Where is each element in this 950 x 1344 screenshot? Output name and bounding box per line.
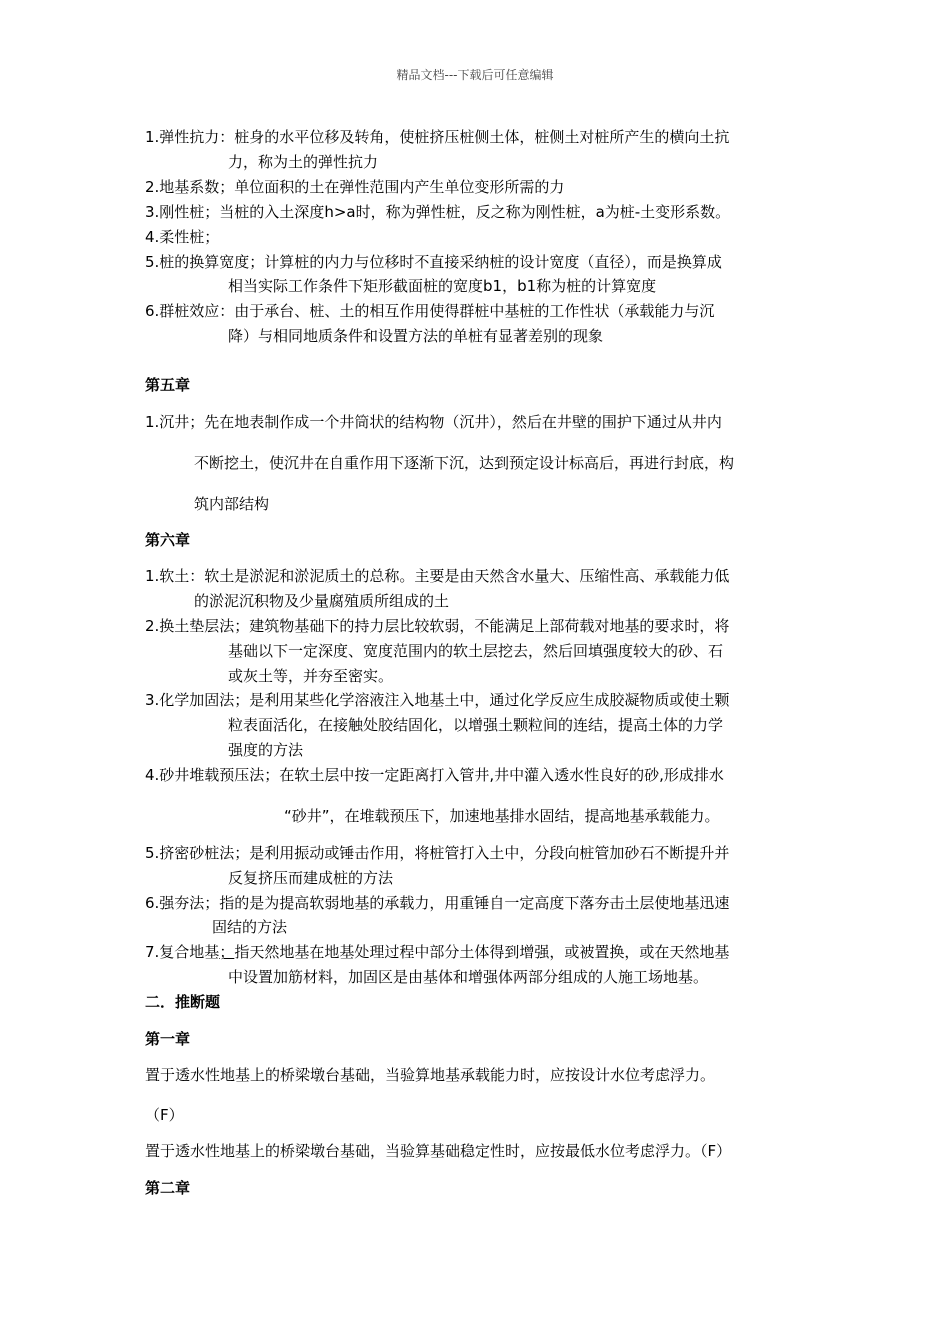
definition-line: 1.沉井；先在地表制作成一个井筒状的结构物（沉井），然后在井壁的围护下通过从井内 [145, 413, 722, 431]
definition-line: 2.地基系数；单位面积的土在弹性范围内产生单位变形所需的力 [145, 178, 565, 196]
chapter-heading: 第二章 [145, 1179, 191, 1197]
definition-line [145, 942, 729, 962]
definition-line: 降）与相同地质条件和设置方法的单桩有显著差别的现象 [228, 327, 604, 345]
term-separator: ； [219, 943, 235, 961]
definition-text: 指天然地基在地基处理过程中部分土体得到增强，或被置换，或在天然地基 [234, 943, 730, 961]
chapter-heading: 第五章 [145, 376, 191, 394]
definition-line: 6.强夯法；指的是为提高软弱地基的承载力，用重锤自一定高度下落夯击土层使地基迅速 [145, 894, 730, 912]
definition-line: 1.弹性抗力：桩身的水平位移及转角，使桩挤压桩侧土体，桩侧土对桩所产生的横向土抗 [145, 128, 730, 146]
definition-line: 反复挤压而建成桩的方法 [228, 869, 394, 887]
definition-line: 5.桩的换算宽度；计算桩的内力与位移时不直接采纳桩的设计宽度（直径），而是换算成 [145, 253, 722, 271]
definition-line: 固结的方法 [212, 918, 288, 936]
definition-line: 或灰土等，并夯至密实。 [228, 667, 394, 685]
definition-line: 1.软土：软土是淤泥和淤泥质土的总称。主要是由天然含水量大、压缩性高、承载能力低 [145, 567, 730, 585]
definition-line: 筑内部结构 [194, 495, 270, 513]
definition-line: 2.换土垫层法；建筑物基础下的持力层比较软弱，不能满足上部荷载对地基的要求时，将 [145, 617, 730, 635]
definition-line: 5.挤密砂桩法；是利用振动或锤击作用，将桩管打入土中，分段向桩管加砂石不断提升并 [145, 844, 730, 862]
page-header: 精品文档---下载后可任意编辑 [396, 68, 554, 82]
judgment-answer: （F） [145, 1106, 184, 1124]
judgment-item: 置于透水性地基上的桥梁墩台基础，当验算地基承载能力时，应按设计水位考虑浮力。 [145, 1066, 716, 1084]
definition-line: 强度的方法 [228, 741, 304, 759]
definition-line: 3.化学加固法；是利用某些化学溶液注入地基土中，通过化学反应生成胶凝物质或使土颗 [145, 691, 730, 709]
definition-line: 基础以下一定深度、宽度范围内的软土层挖去，然后回填强度较大的砂、石 [228, 642, 724, 660]
definition-line: 的淤泥沉积物及少量腐殖质所组成的土 [194, 592, 450, 610]
definition-line: 不断挖土，使沉井在自重作用下逐渐下沉，达到预定设计标高后，再进行封底，构 [194, 454, 735, 472]
definition-line: 4.柔性桩； [145, 228, 220, 246]
term: 7.复合地基 [145, 943, 220, 961]
chapter-heading: 第一章 [145, 1030, 191, 1048]
section-heading: 二．推断题 [145, 993, 221, 1011]
judgment-item: 置于透水性地基上的桥梁墩台基础，当验算基础稳定性时，应按最低水位考虑浮力。（F） [145, 1142, 732, 1160]
definition-line: 力，称为土的弹性抗力 [228, 153, 379, 171]
definition-line: 粒表面活化，在接触处胶结固化，以增强土颗粒间的连结，提高土体的力学 [228, 716, 724, 734]
definition-line: 中设置加筋材料，加固区是由基体和增强体两部分组成的人施工场地基。 [228, 968, 709, 986]
definition-line: 3.刚性桩；当桩的入土深度h>a时，称为弹性桩，反之称为刚性桩，a为桩-土变形系数。 [145, 203, 731, 221]
chapter-heading: 第六章 [145, 531, 191, 549]
definition-line: 4.砂井堆载预压法；在软土层中按一定距离打入管井,井中灌入透水性良好的砂,形成排水 [145, 766, 724, 784]
definition-line: 相当实际工作条件下矩形截面桩的宽度b1，b1称为桩的计算宽度 [228, 277, 657, 295]
definition-line: “砂井”，在堆载预压下，加速地基排水固结，提高地基承载能力。 [284, 807, 720, 825]
definition-line: 6.群桩效应：由于承台、桩、土的相互作用使得群桩中基桩的工作性状（承载能力与沉 [145, 302, 715, 320]
